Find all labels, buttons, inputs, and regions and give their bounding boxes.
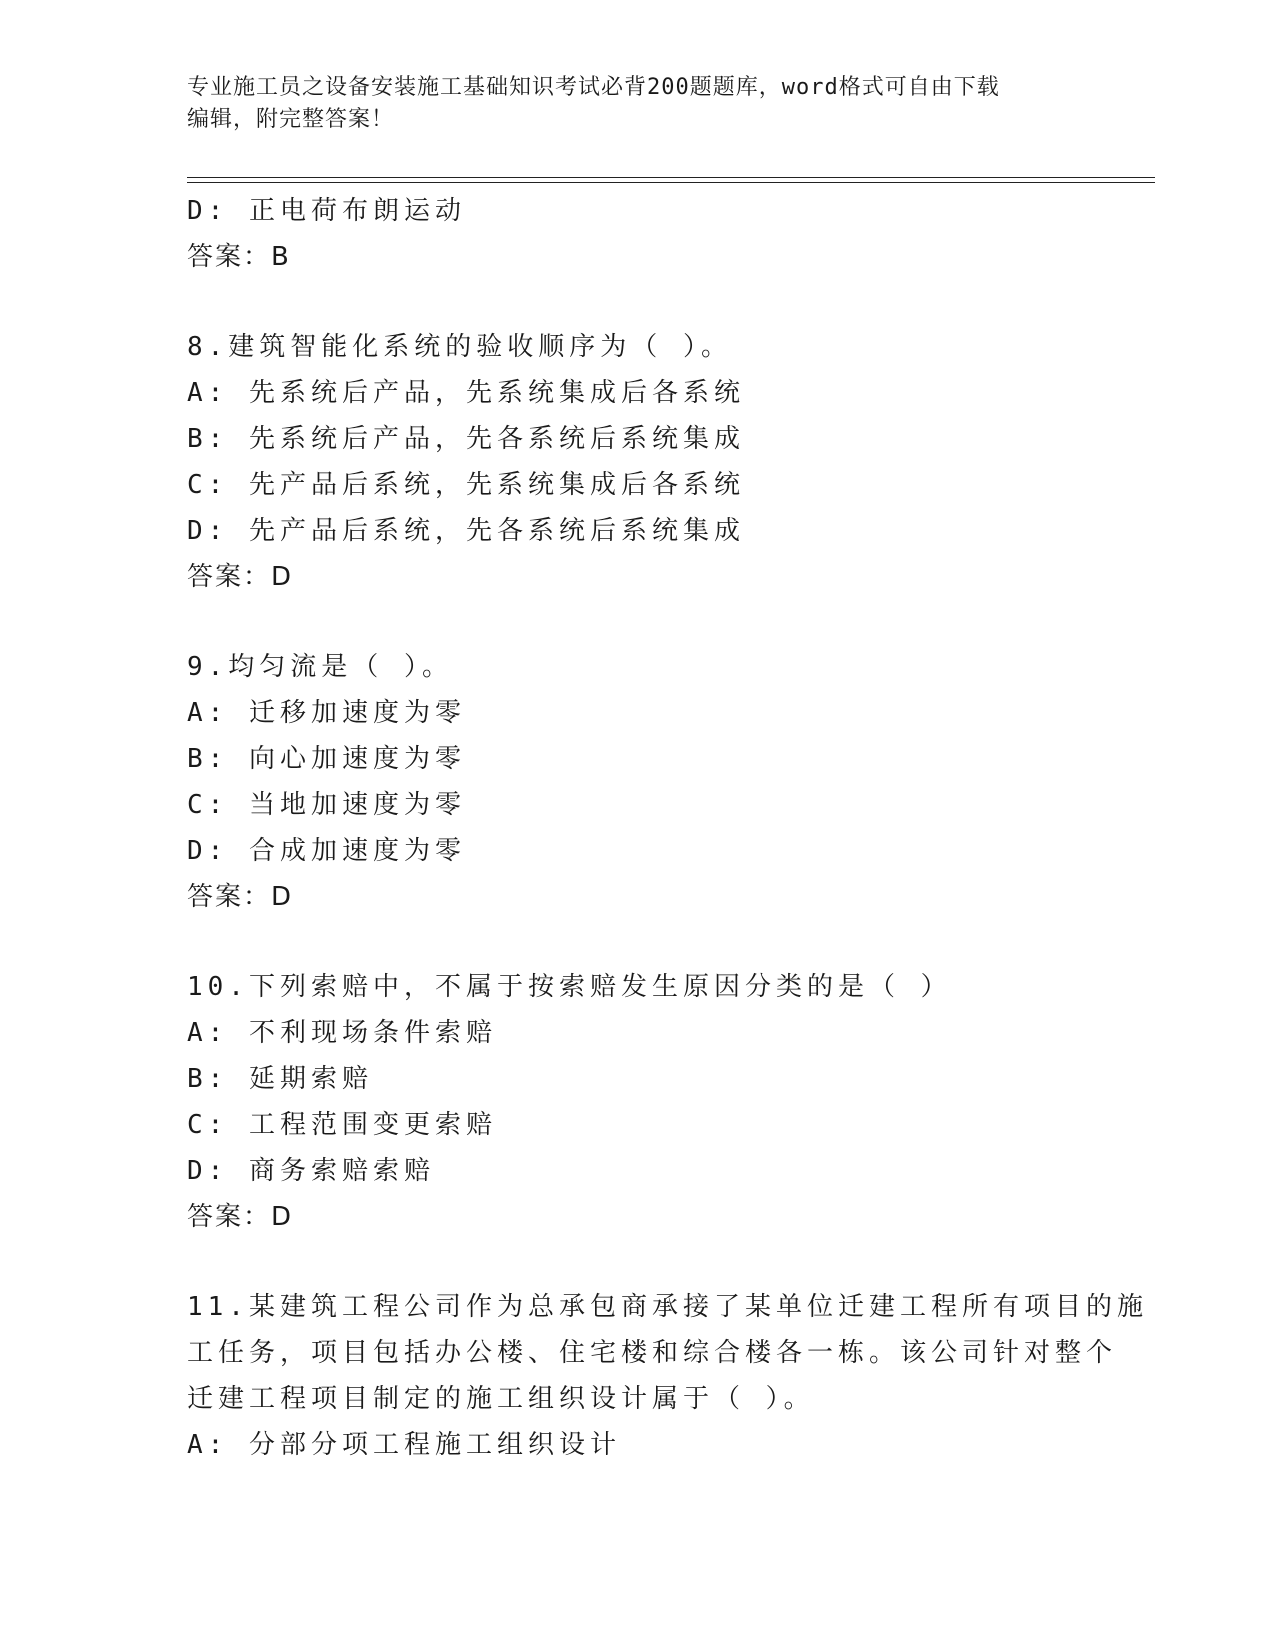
- question-block-7: [187, 188, 1117, 280]
- question-text-line-1: 11.某建筑工程公司作为总承包商承接了某单位迁建工程所有项目的施: [187, 1292, 1148, 1322]
- question-block-9: [187, 644, 1117, 920]
- question-list: [187, 188, 1148, 1468]
- option-b: B: 向心加速度为零: [187, 744, 466, 774]
- option-d: D: 合成加速度为零: [187, 836, 466, 866]
- option-a: A: 迁移加速度为零: [187, 698, 466, 728]
- spacer: [187, 600, 1117, 644]
- question-text-line-3: 迁建工程项目制定的施工组织设计属于（ ）。: [187, 1384, 815, 1414]
- option-d: D: 商务索赔索赔: [187, 1156, 435, 1186]
- spacer: [187, 1240, 1117, 1284]
- header-divider-top: [187, 177, 1155, 178]
- header-divider-bottom: [187, 182, 1155, 183]
- option-c: C: 当地加速度为零: [187, 790, 466, 820]
- document-header: [187, 72, 1087, 136]
- question-block-10: [187, 964, 1117, 1240]
- question-text: 8.建筑智能化系统的验收顺序为（ ）。: [187, 332, 732, 362]
- question-text: 10.下列索赔中，不属于按索赔发生原因分类的是（ ）: [187, 972, 952, 1002]
- answer-line: 答案：D: [187, 1202, 294, 1232]
- question-text-line-2: 工任务，项目包括办公楼、住宅楼和综合楼各一栋。该公司针对整个: [187, 1338, 1118, 1368]
- option-a: A: 不利现场条件索赔: [187, 1018, 497, 1048]
- header-title-line-2: 编辑，附完整答案！: [187, 107, 395, 132]
- spacer: [187, 920, 1117, 964]
- answer-line: 答案：B: [187, 242, 291, 272]
- spacer: [187, 280, 1117, 324]
- answer-line: 答案：D: [187, 562, 294, 592]
- option-c: C: 先产品后系统，先系统集成后各系统: [187, 470, 745, 500]
- question-block-11: [187, 1284, 1148, 1468]
- option-d: D: 正电荷布朗运动: [187, 196, 466, 226]
- question-text: 9.均匀流是（ ）。: [187, 652, 453, 682]
- answer-line: 答案：D: [187, 882, 294, 912]
- option-c: C: 工程范围变更索赔: [187, 1110, 497, 1140]
- option-b: B: 延期索赔: [187, 1064, 373, 1094]
- option-a: A: 分部分项工程施工组织设计: [187, 1430, 621, 1460]
- header-title-line-1: 专业施工员之设备安装施工基础知识考试必背200题题库，word格式可自由下载: [187, 75, 1000, 100]
- option-b: B: 先系统后产品，先各系统后系统集成: [187, 424, 745, 454]
- option-a: A: 先系统后产品，先系统集成后各系统: [187, 378, 745, 408]
- option-d: D: 先产品后系统，先各系统后系统集成: [187, 516, 745, 546]
- question-block-8: [187, 324, 1117, 600]
